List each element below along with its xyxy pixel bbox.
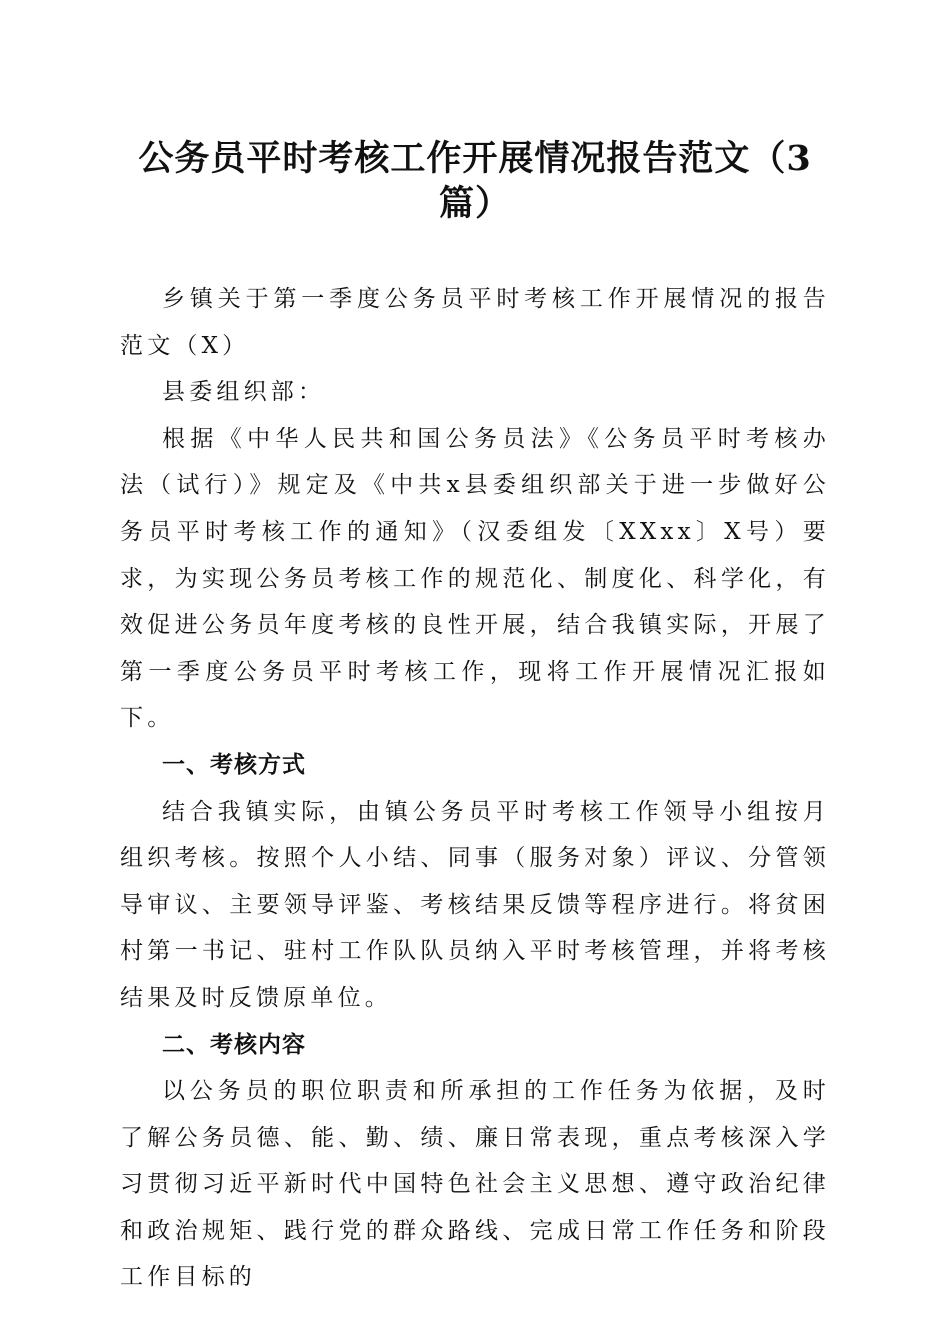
document-body xyxy=(120,276,830,1301)
section-heading-method: 一、考核方式 xyxy=(162,751,306,778)
paragraph-salutation: 县委组织部： xyxy=(162,379,326,406)
document-title: 公务员平时考核工作开展情况报告范文（3篇） xyxy=(138,138,812,224)
section-heading-content: 二、考核内容 xyxy=(162,1031,306,1058)
paragraph-content: 以公务员的职位职责和所承担的工作任务为依据，及时了解公务员德、能、勤、绩、廉日常表现，重点考核深入学习贯彻习近平新时代中国特色社会主义思想、遵守政治纪律和政治规矩、践行党的群众路线、完成日常工作任务和阶段工作目标的 xyxy=(120,1078,830,1291)
paragraph-method: 结合我镇实际，由镇公务员平时考核工作领导小组按月组织考核。按照个人小结、同事（服务对象）评议、分管领导审议、主要领导评鉴、考核结果反馈等程序进行。将贫困村第一书记、驻村工作队队员纳入平时考核管理，并将考核结果及时反馈原单位。 xyxy=(120,798,830,1011)
paragraph-intro: 根据《中华人民共和国公务员法》《公务员平时考核办法（试行）》规定及《中共x县委组织部关于进一步做好公务员平时考核工作的通知》（汉委组发〔XXxx〕X号）要求，为实现公务员考核工作的规范化、制度化、科学化，有效促进公务员年度考核的良性开展，结合我镇实际，开展了第一季度公务员平时考核工作，现将工作开展情况汇报如下。 xyxy=(120,425,830,732)
paragraph-subtitle: 乡镇关于第一季度公务员平时考核工作开展情况的报告范文（X） xyxy=(120,286,830,359)
